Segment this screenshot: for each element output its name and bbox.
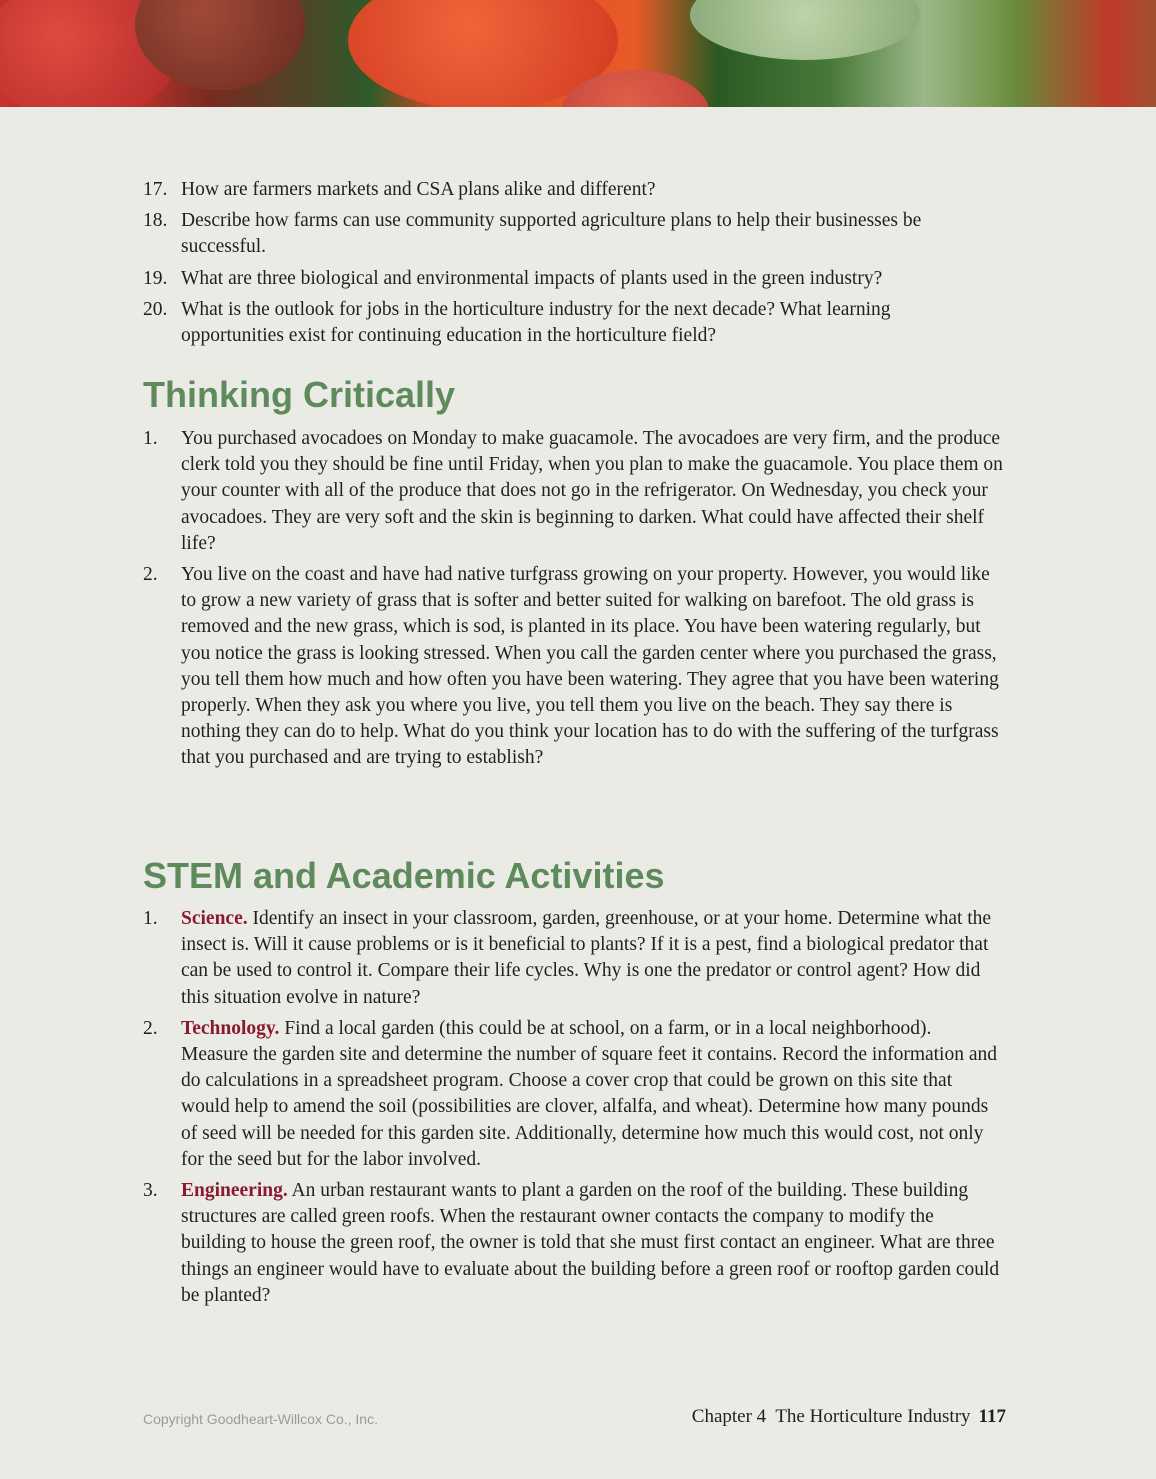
item-number: 2. bbox=[143, 1017, 158, 1039]
list-item bbox=[143, 426, 1013, 557]
item-number: 3. bbox=[143, 1180, 158, 1202]
list-item bbox=[143, 1016, 1013, 1173]
list-item bbox=[143, 562, 1013, 772]
item-number: 18. bbox=[143, 210, 168, 232]
list-item bbox=[143, 208, 1013, 260]
item-number: 1. bbox=[143, 428, 158, 449]
item-number: 20. bbox=[143, 298, 168, 320]
list-item bbox=[143, 177, 1013, 203]
item-label: Science. bbox=[181, 908, 248, 929]
item-text: Find a local garden (this could be at school, on a farm, or in a local neighborhood). Measure the garden site and determine the number of square feet it contains. Record the information and do calculations in a spreadsheet program. Choose a cover crop that could be grown on this site that would help to amend the soil (possibilities are clover, alfalfa, and wheat). Determine how many pounds of seed will be needed for this garden site. Additionally, determine how much this would cost, not only for the seed but for the labor involved. bbox=[181, 1017, 998, 1170]
item-text: What are three biological and environmental impacts of plants used in the green industry? bbox=[181, 267, 883, 289]
item-number: 17. bbox=[143, 179, 168, 200]
list-item bbox=[143, 906, 1013, 1011]
page-number: 117 bbox=[978, 1406, 1006, 1427]
copyright-notice: Copyright Goodheart-Willcox Co., Inc. bbox=[143, 1411, 378, 1427]
section-heading-stem: STEM and Academic Activities bbox=[143, 855, 665, 896]
item-text: You live on the coast and have had native turfgrass growing on your property. However, you would like to grow a new variety of grass that is softer and better suited for walking on barefoot. The old grass is removed and the new grass, which is sod, is planted in its place. You have been watering regularly, but you notice the grass is looking stressed. When you call the garden center where you purchased the grass, you tell them how much and how often you have been watering. They agree that you have been watering properly. When they ask you where you live, you tell them you live on the beach. They say there is nothing they can do to help. What do you think your location has to do with the suffering of the turfgrass that you purchased and are trying to establish? bbox=[181, 564, 999, 769]
section-heading-thinking-critically: Thinking Critically bbox=[143, 374, 456, 415]
stem-activities-list bbox=[143, 906, 1013, 1309]
item-label: Technology. bbox=[181, 1017, 280, 1039]
item-text: How are farmers markets and CSA plans alike and different? bbox=[181, 179, 656, 200]
item-label: Engineering. bbox=[181, 1180, 288, 1202]
item-text: Describe how farms can use community supported agriculture plans to help their businesses be successful. bbox=[181, 210, 922, 258]
item-text: What is the outlook for jobs in the horticulture industry for the next decade? What learning opportunities exist for continuing education in the horticulture field? bbox=[181, 298, 891, 347]
item-text: Identify an insect in your classroom, garden, greenhouse, or at your home. Determine what the insect is. Will it cause problems or is it beneficial to plants? If it is a pest, find a biological predator that can be used to control it. Compare their life cycles. Why is one the predator or control agent? How did this situation evolve in nature? bbox=[181, 908, 992, 1008]
list-item bbox=[143, 1178, 1013, 1309]
item-number: 19. bbox=[143, 267, 168, 289]
chapter-title: Chapter 4 The Horticulture Industry bbox=[691, 1406, 971, 1427]
running-footer bbox=[692, 1406, 1006, 1428]
review-questions-list bbox=[143, 177, 1013, 349]
item-number: 2. bbox=[143, 564, 158, 586]
list-item bbox=[143, 297, 1013, 349]
item-text: You purchased avocadoes on Monday to make guacamole. The avocadoes are very firm, and the produce clerk told you they should be fine until Friday, when you plan to make the guacamole. You place them on your counter with all of the produce that does not go in the refrigerator. On Wednesday, you check your avocadoes. They are very soft and the skin is beginning to darken. What could have affected their shelf life? bbox=[181, 428, 1003, 554]
item-number: 1. bbox=[143, 908, 158, 929]
item-text: An urban restaurant wants to plant a garden on the roof of the building. These building structures are called green roofs. When the restaurant owner contacts the company to modify the building to house the green roof, the owner is told that she must first contact an engineer. What are three things an engineer would have to evaluate about the building before a green roof or rooftop garden could be planted? bbox=[181, 1180, 1000, 1306]
list-item bbox=[143, 266, 1013, 292]
header-photo-beets bbox=[0, 0, 1156, 107]
thinking-critically-list bbox=[143, 426, 1013, 772]
